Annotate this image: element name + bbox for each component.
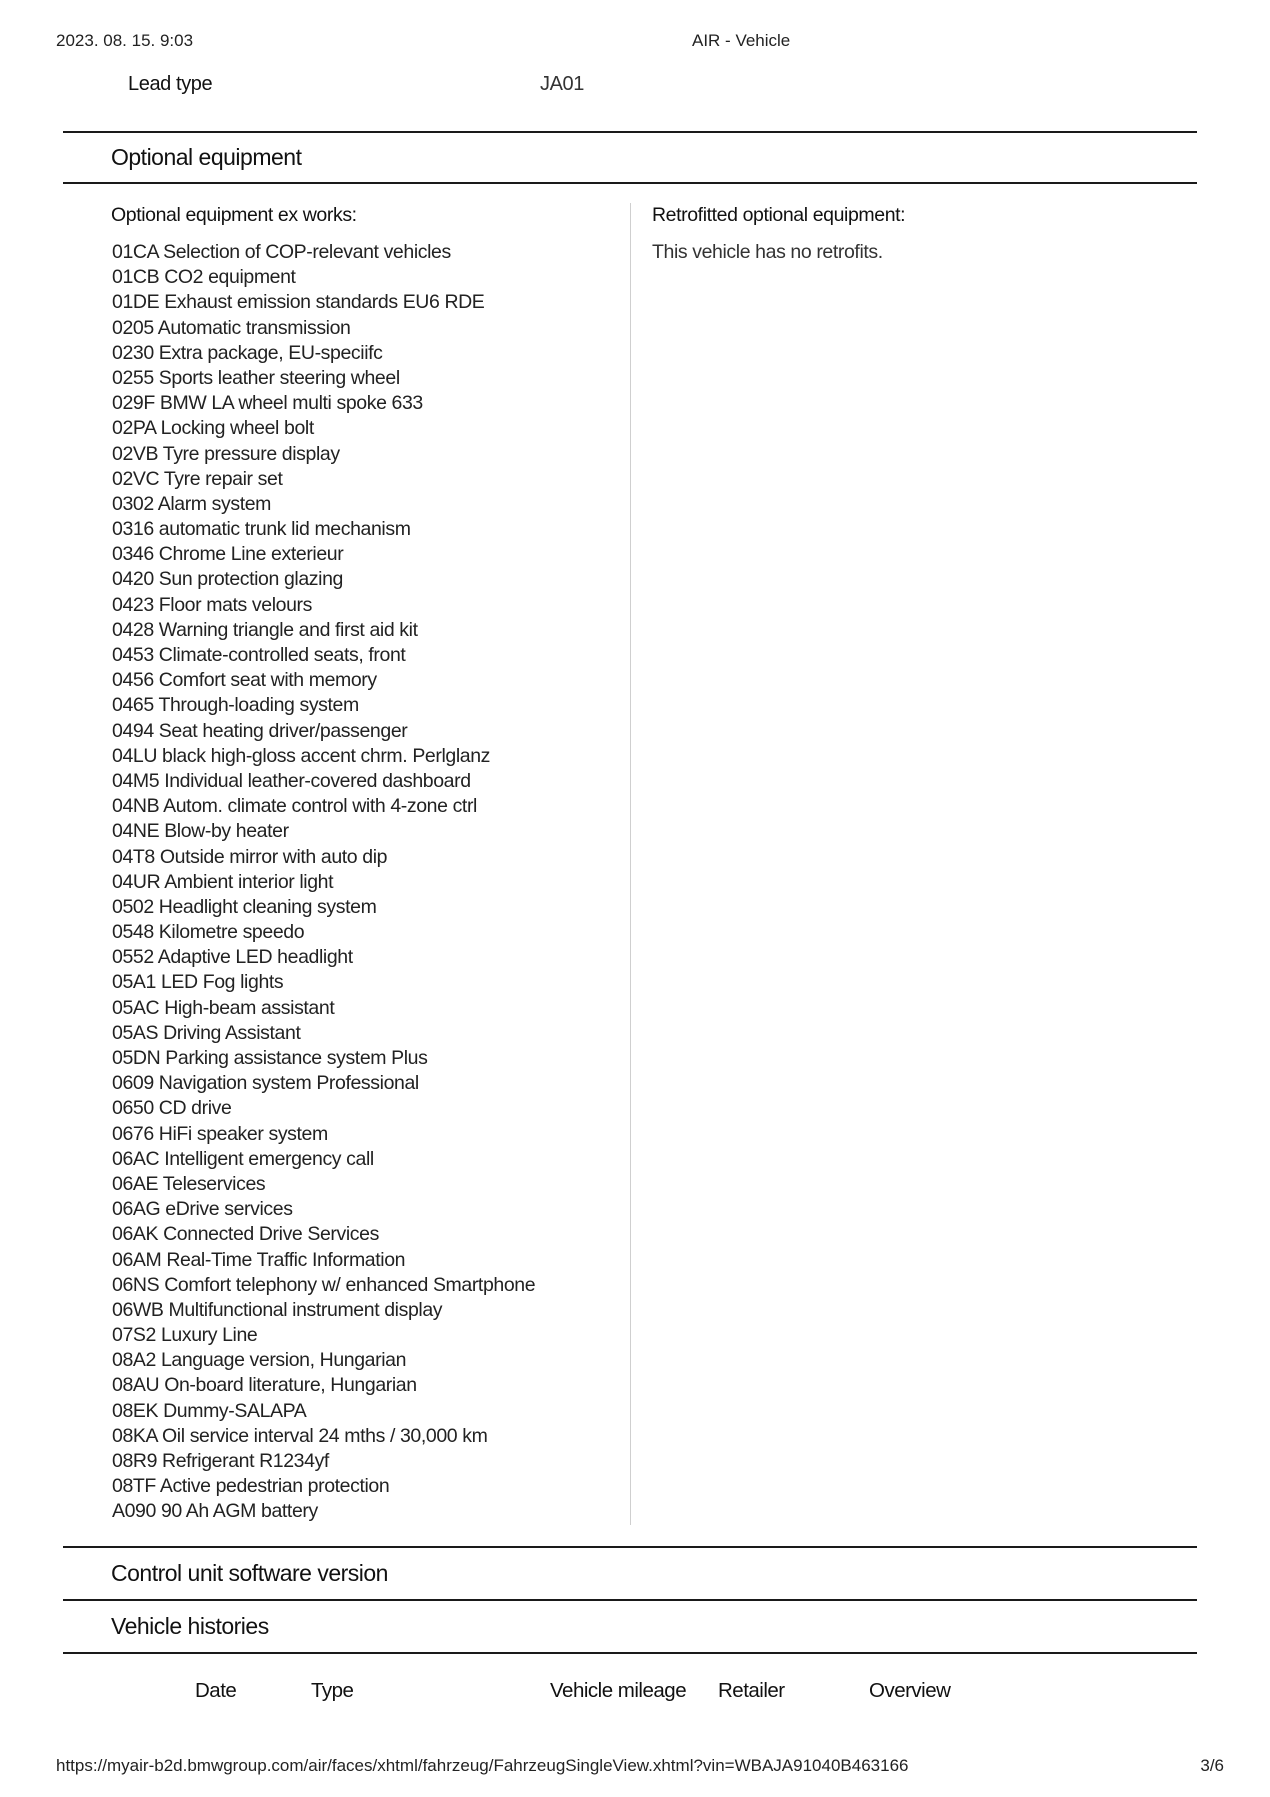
ex-works-equipment-list (112, 240, 535, 1525)
lead-type-row (0, 73, 1270, 103)
equipment-item: 06AC Intelligent emergency call (112, 1147, 374, 1170)
print-title: AIR - Vehicle (692, 31, 791, 50)
section-divider (63, 1599, 1197, 1601)
equipment-item: 06AE Teleservices (112, 1172, 266, 1195)
equipment-item: 04LU black high-gloss accent chrm. Perlglanz (112, 744, 491, 767)
equipment-item: 0650 CD drive (112, 1097, 232, 1120)
print-url: https://myair-b2d.bmwgroup.com/air/faces/xhtml/fahrzeug/FahrzeugSingleView.xhtml?vin=WBAJA91040B463166 (56, 1756, 909, 1775)
equipment-item: 0552 Adaptive LED headlight (112, 946, 353, 969)
equipment-item: 0346 Chrome Line exterieur (112, 543, 344, 566)
equipment-item: 0316 automatic trunk lid mechanism (112, 518, 411, 541)
equipment-item: 08TF Active pedestrian protection (112, 1475, 390, 1498)
equipment-item: 05AC High-beam assistant (112, 996, 335, 1019)
equipment-item: 0453 Climate-controlled seats, front (112, 644, 406, 666)
equipment-item: 06AM Real-Time Traffic Information (112, 1248, 406, 1271)
print-header (0, 31, 1270, 53)
section-title-optional-equipment: Optional equipment (111, 144, 302, 170)
equipment-item: 0676 HiFi speaker system (112, 1122, 328, 1145)
lead-type-value: JA01 (540, 73, 584, 95)
equipment-item: 0205 Automatic transmission (112, 316, 351, 339)
equipment-item: 02VB Tyre pressure display (112, 442, 340, 465)
section-divider (63, 1546, 1197, 1548)
equipment-item: 04NE Blow-by heater (112, 820, 289, 843)
column-header-retailer: Retailer (718, 1679, 785, 1702)
equipment-item: 05AS Driving Assistant (112, 1021, 301, 1044)
lead-type-label: Lead type (128, 73, 213, 95)
equipment-item: 02VC Tyre repair set (112, 467, 283, 490)
equipment-item: 08AU On-board literature, Hungarian (112, 1374, 417, 1397)
equipment-item: 06NS Comfort telephony w/ enhanced Smartphone (112, 1273, 536, 1296)
equipment-item: 01DE Exhaust emission standards EU6 RDE (112, 291, 485, 314)
retrofitted-text: This vehicle has no retrofits. (652, 241, 883, 263)
equipment-item: 05A1 LED Fog lights (112, 971, 284, 994)
equipment-item: 07S2 Luxury Line (112, 1324, 258, 1347)
print-footer (0, 1756, 1270, 1778)
equipment-item: 0456 Comfort seat with memory (112, 669, 377, 692)
section-divider (63, 131, 1197, 133)
equipment-item: 08KA Oil service interval 24 mths / 30,000 km (112, 1424, 488, 1447)
column-header-overview: Overview (869, 1679, 951, 1702)
equipment-item: 04NB Autom. climate control with 4-zone ctrl (112, 795, 477, 818)
equipment-item: 0428 Warning triangle and first aid kit (112, 618, 418, 641)
section-divider (63, 1652, 1197, 1654)
column-header-date: Date (195, 1679, 237, 1702)
equipment-item: 08R9 Refrigerant R1234yf (112, 1450, 329, 1472)
equipment-item: 06AG eDrive services (112, 1198, 293, 1221)
ex-works-header: Optional equipment ex works: (111, 204, 357, 226)
print-datetime: 2023. 08. 15. 9:03 (56, 31, 194, 50)
equipment-item: 08A2 Language version, Hungarian (112, 1349, 407, 1372)
column-header-type: Type (311, 1679, 354, 1702)
equipment-item: 06AK Connected Drive Services (112, 1223, 379, 1246)
section-divider (63, 182, 1197, 184)
equipment-item: 0255 Sports leather steering wheel (112, 366, 400, 389)
equipment-item: 0494 Seat heating driver/passenger (112, 719, 408, 742)
equipment-item: 05DN Parking assistance system Plus (112, 1047, 428, 1069)
column-header-mileage: Vehicle mileage (550, 1679, 687, 1702)
equipment-item: 02PA Locking wheel bolt (112, 417, 314, 440)
section-title-control-unit: Control unit software version (111, 1560, 388, 1586)
equipment-item: 0423 Floor mats velours (112, 593, 312, 616)
equipment-item: 04T8 Outside mirror with auto dip (112, 845, 388, 868)
equipment-item: 029F BMW LA wheel multi spoke 633 (112, 392, 423, 415)
equipment-item: 0302 Alarm system (112, 492, 272, 515)
equipment-item: 01CA Selection of COP-relevant vehicles (112, 241, 451, 263)
equipment-item: 0609 Navigation system Professional (112, 1072, 419, 1095)
equipment-item: 0230 Extra package, EU-speciifc (112, 341, 383, 364)
equipment-item: 04M5 Individual leather-covered dashboard (112, 769, 471, 792)
section-title-vehicle-histories: Vehicle histories (111, 1613, 269, 1639)
equipment-item: A090 90 Ah AGM battery (112, 1500, 318, 1523)
column-divider (630, 203, 631, 1525)
equipment-item: 08EK Dummy-SALAPA (112, 1399, 307, 1422)
equipment-item: 0420 Sun protection glazing (112, 568, 343, 591)
equipment-item: 04UR Ambient interior light (112, 870, 334, 893)
equipment-item: 0548 Kilometre speedo (112, 921, 305, 944)
equipment-item: 01CB CO2 equipment (112, 266, 296, 289)
equipment-item: 06WB Multifunctional instrument display (112, 1298, 443, 1321)
page-number: 3/6 (1200, 1756, 1224, 1775)
retrofitted-header: Retrofitted optional equipment: (652, 204, 906, 226)
equipment-item: 0502 Headlight cleaning system (112, 895, 377, 918)
equipment-item: 0465 Through-loading system (112, 694, 359, 717)
